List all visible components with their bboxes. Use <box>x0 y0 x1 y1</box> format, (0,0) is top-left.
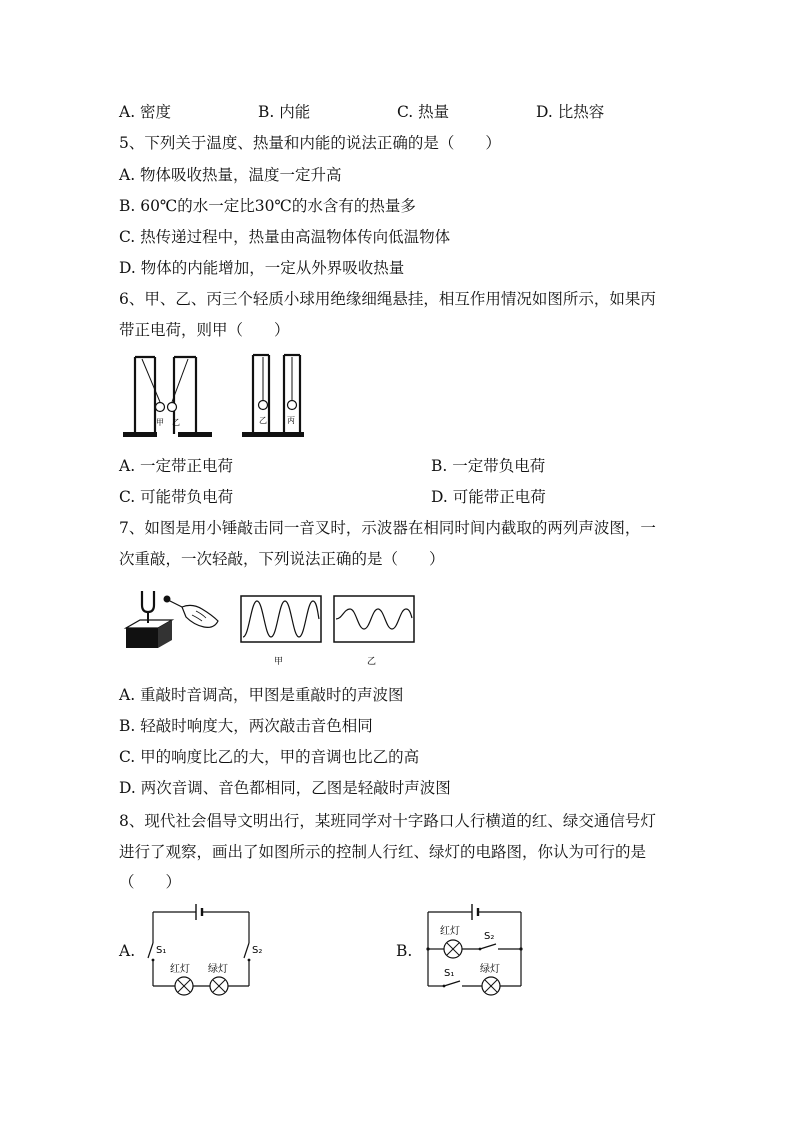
q6-stem-line1: 6、甲、乙、丙三个轻质小球用绝缘细绳悬挂，相互作用情况如图所示，如果丙 <box>119 290 656 308</box>
q8-stem-line1: 8、现代社会倡导文明出行，某班同学对十字路口人行横道的红、绿交通信号灯 <box>119 812 656 830</box>
q4-option-a: A. 密度 <box>119 103 172 121</box>
circuit-a-green-label: 绿灯 <box>208 964 228 975</box>
switch-s1-icon <box>148 943 153 958</box>
circuit-b-red-label: 红灯 <box>440 926 460 937</box>
switch-s1-icon <box>444 981 460 986</box>
label-bing: 丙 <box>287 416 295 425</box>
q5-stem: 5、下列关于温度、热量和内能的说法正确的是（ ） <box>119 134 501 152</box>
circuit-a-s2-label: S₂ <box>252 945 263 956</box>
circuit-a-s1-label: S₁ <box>156 945 167 956</box>
waveform-label-jia: 甲 <box>274 657 284 667</box>
label-jia: 甲 <box>156 418 164 427</box>
hammer-icon <box>164 596 171 603</box>
q6-option-a: A. 一定带正电荷 <box>119 457 234 475</box>
stand-base <box>123 432 157 437</box>
circuit-b-s2-label: S₂ <box>484 931 495 942</box>
label-yi-2: 乙 <box>259 416 267 425</box>
block-icon <box>126 628 158 648</box>
q6-option-d: D. 可能带正电荷 <box>431 488 546 506</box>
q8-stem-line3: （ ） <box>119 873 182 891</box>
q5-option-c: C. 热传递过程中，热量由高温物体传向低温物体 <box>119 228 451 246</box>
switch-s2-icon <box>480 944 496 949</box>
circuit-b-label: B. <box>396 942 413 960</box>
q7-stem-line1: 7、如图是用小锤敲击同一音叉时，示波器在相同时间内截取的两列声波图，一 <box>119 519 656 537</box>
q5-option-d: D. 物体的内能增加，一定从外界吸收热量 <box>119 259 405 277</box>
q8-stem-line2: 进行了观察，画出了如图所示的控制人行红、绿灯的电路图，你认为可行的是 <box>119 843 647 861</box>
q6-pendulum-figure <box>118 350 318 445</box>
q5-option-b: B. 60℃的水一定比30℃的水含有的热量多 <box>119 197 416 215</box>
switch-s2-icon <box>244 943 249 958</box>
q6-stem-line2: 带正电荷，则甲（ ） <box>119 321 290 339</box>
tuning-fork-icon <box>142 591 154 612</box>
circuit-b-diagram <box>420 898 530 998</box>
circuit-a-diagram <box>140 900 270 1000</box>
ball-yi <box>168 403 177 412</box>
q6-option-c: C. 可能带负电荷 <box>119 488 234 506</box>
q4-option-d: D. 比热容 <box>536 103 605 121</box>
q7-tuning-fork-figure <box>122 585 422 670</box>
q7-stem-line2: 次重敲，一次轻敲，下列说法正确的是（ ） <box>119 550 445 568</box>
circuit-b-green-label: 绿灯 <box>480 964 500 975</box>
label-yi: 乙 <box>172 418 180 427</box>
waveform-jia-frame <box>241 596 321 642</box>
hand-icon <box>182 605 218 627</box>
waveform-yi-frame <box>334 596 414 642</box>
ball-jia <box>156 403 165 412</box>
q4-option-c: C. 热量 <box>397 103 450 121</box>
q7-option-a: A. 重敲时音调高，甲图是重敲时的声波图 <box>119 686 404 704</box>
q7-option-d: D. 两次音调、音色都相同，乙图是轻敲时声波图 <box>119 779 451 797</box>
q6-option-b: B. 一定带负电荷 <box>431 457 546 475</box>
stand-base <box>242 432 304 437</box>
q7-option-b: B. 轻敲时响度大，两次敲击音色相同 <box>119 717 373 735</box>
q5-option-a: A. 物体吸收热量，温度一定升高 <box>119 166 342 184</box>
waveform-label-yi: 乙 <box>367 657 377 667</box>
circuit-a-label: A. <box>119 942 136 960</box>
ball-bing <box>288 401 297 410</box>
ball-yi-2 <box>259 401 268 410</box>
q7-option-c: C. 甲的响度比乙的大，甲的音调也比乙的高 <box>119 748 420 766</box>
circuit-a-red-label: 红灯 <box>170 964 190 975</box>
circuit-b-s1-label: S₁ <box>444 968 455 979</box>
q4-option-b: B. 内能 <box>258 103 311 121</box>
